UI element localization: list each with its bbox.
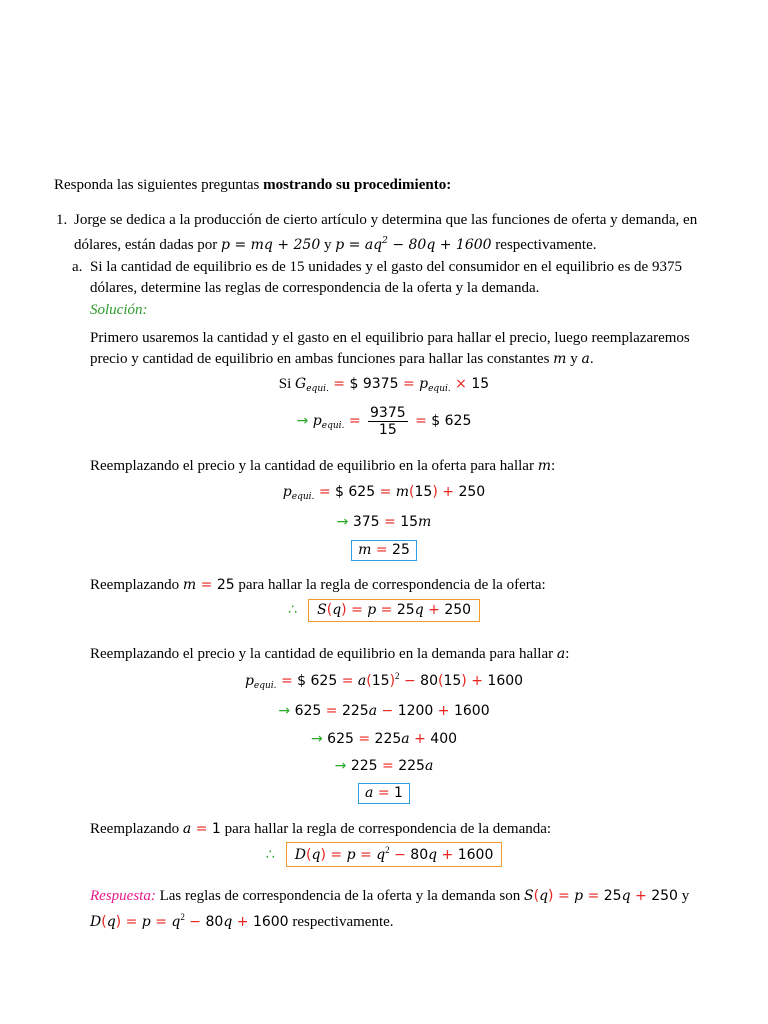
value: 400	[430, 731, 458, 747]
equals-sign: =	[353, 731, 375, 747]
answer-text: Las reglas de correspondencia de la oferta y la demanda son	[155, 888, 525, 904]
plus-sign: +	[437, 847, 458, 863]
equation-625-a	[0, 703, 768, 720]
exponent: 2	[395, 671, 400, 681]
value: 250	[651, 888, 678, 904]
answer	[90, 886, 730, 933]
value: 225	[350, 758, 378, 774]
value: 1600	[453, 703, 490, 719]
subscript: equi.	[428, 384, 451, 394]
demand-part: p = aq	[335, 237, 383, 253]
subscript: equi.	[253, 681, 277, 691]
paragraph-demand	[90, 644, 730, 665]
paragraph-intro	[90, 328, 730, 370]
equals-sign: =	[346, 602, 368, 618]
paragraph-replace-m	[90, 575, 730, 596]
subscript: equi.	[291, 492, 315, 502]
var-a: a	[581, 351, 590, 367]
paren: )	[461, 673, 467, 689]
minus-sign: −	[389, 847, 411, 863]
var-m: m	[418, 514, 432, 530]
conjunction: y	[320, 237, 336, 253]
plus-sign: +	[423, 602, 445, 618]
var-g: G	[295, 376, 307, 392]
plus-sign: +	[630, 888, 652, 904]
value: 25	[216, 577, 235, 593]
answer-label: Respuesta:	[90, 888, 156, 904]
equation-375	[0, 514, 768, 531]
instructions-bold: mostrando su procedimiento:	[263, 177, 452, 193]
value: 1200	[397, 703, 434, 719]
var-q: q	[106, 914, 116, 930]
subquestion-text: Si la cantidad de equilibrio es de 15 unidades y el gasto del consumidor en el equilibrio es de 9375 dólares, determine las reglas de correspondencia de la oferta y la demanda.	[90, 259, 682, 296]
instructions-text: Responda las siguientes preguntas	[54, 177, 264, 193]
equals-sign: =	[325, 847, 347, 863]
paragraph-text: para hallar la regla de correspondencia de la oferta:	[234, 577, 546, 593]
var-m: m	[553, 351, 567, 367]
equation-price	[0, 405, 768, 438]
var-a: a	[424, 758, 434, 774]
plus-sign: +	[433, 703, 454, 719]
var-q: q	[311, 847, 321, 863]
var-q: q	[428, 847, 438, 863]
value: 15	[400, 514, 419, 530]
var-q: q	[332, 602, 342, 618]
paren: )	[115, 914, 122, 930]
var-q: q	[171, 914, 181, 930]
question-1-intro: Jorge se dedica a la producción de cierto artículo y determina que las funciones de oferta y demanda, en dólares, están dadas por	[74, 212, 698, 253]
answer-text: respectivamente.	[288, 914, 394, 930]
paren: (	[326, 602, 333, 618]
value: 225	[374, 731, 402, 747]
exponent: 2	[385, 845, 390, 855]
times-sign: ×	[450, 376, 472, 392]
plus-sign: +	[409, 731, 431, 747]
fraction	[368, 405, 408, 438]
equals-sign: =	[314, 484, 336, 500]
plus-sign: +	[437, 484, 459, 500]
paragraph-text: Reemplazando el precio y la cantidad de equilibrio en la demanda para hallar	[90, 646, 557, 662]
plus-sign: +	[232, 914, 253, 930]
value: 1600	[457, 847, 494, 863]
colon: :	[565, 646, 570, 662]
value: 225	[398, 758, 425, 774]
paren: (	[366, 673, 372, 689]
value: 225	[341, 703, 369, 719]
equals-sign: =	[121, 914, 142, 930]
var-m: m	[537, 458, 551, 474]
supply-result	[0, 599, 768, 622]
var-d: D	[90, 914, 102, 930]
equals-sign: =	[583, 888, 604, 904]
conjunction: y	[677, 888, 690, 904]
value: $ 625	[335, 484, 376, 500]
var-p: p	[367, 602, 377, 618]
equation-supply-sub	[0, 484, 768, 502]
demand-box	[286, 842, 503, 867]
equals-sign: =	[191, 821, 212, 837]
arrow-icon: →	[336, 514, 353, 530]
equals-sign: =	[410, 412, 432, 429]
subscript: equi.	[321, 420, 345, 431]
paragraph-supply	[90, 456, 730, 477]
demand-function	[335, 237, 491, 253]
value: $ 625	[431, 412, 472, 429]
result-box	[351, 540, 417, 561]
demand-part: − 80q + 1600	[387, 237, 492, 253]
exponent: 2	[382, 236, 388, 246]
supply-box	[308, 599, 480, 622]
value: 1	[211, 821, 221, 837]
paren: (	[533, 888, 540, 904]
value: 1600	[487, 673, 524, 689]
value: 250	[444, 602, 472, 618]
paren: )	[341, 602, 347, 618]
var-a: a	[368, 703, 378, 719]
equals-sign: =	[150, 914, 172, 930]
minus-sign: −	[399, 673, 421, 689]
period: .	[589, 351, 594, 367]
paragraph-text: Reemplazando	[90, 577, 183, 593]
var-p: p	[282, 484, 292, 500]
denominator: 15	[378, 422, 397, 438]
value: 80	[410, 847, 429, 863]
paren: (	[101, 914, 107, 930]
demand-result	[0, 842, 768, 867]
equals-sign: =	[553, 888, 575, 904]
equals-sign: =	[355, 847, 377, 863]
var-m: m	[358, 542, 372, 558]
paren: )	[389, 673, 396, 689]
var-a: a	[357, 673, 367, 689]
equals-sign: =	[375, 484, 396, 500]
supply-function: p = mq + 250	[221, 237, 321, 253]
value: 1600	[252, 914, 289, 930]
var-a: a	[556, 646, 566, 662]
equals-sign: =	[321, 703, 342, 719]
equation-demand-sub	[0, 671, 768, 691]
arrow-icon: →	[310, 731, 328, 747]
equals-sign: =	[276, 673, 298, 689]
var-m: m	[182, 577, 197, 593]
paren: (	[306, 847, 312, 863]
equation-625-b	[0, 731, 768, 748]
equals-sign: =	[328, 376, 350, 392]
equals-sign: =	[373, 785, 395, 801]
value: 250	[458, 484, 486, 500]
var-q: q	[539, 888, 549, 904]
paragraph-text: Primero usaremos la cantidad y el gasto en el equilibrio para hallar el precio, luego reemplazaremos precio y cantidad de equilibrio en ambas funciones para hallar las constantes	[90, 330, 690, 367]
var-a: a	[182, 821, 192, 837]
arrow-icon: →	[334, 758, 351, 774]
result-a	[0, 783, 768, 804]
minus-sign: −	[377, 703, 398, 719]
therefore-icon: ∴	[287, 602, 297, 618]
var-p: p	[312, 412, 322, 429]
exponent: 2	[180, 912, 185, 922]
paren: )	[548, 888, 554, 904]
var-q: q	[621, 888, 631, 904]
value: 15	[414, 484, 433, 500]
var-a: a	[401, 731, 410, 747]
value: 80	[420, 673, 438, 689]
var-p: p	[244, 673, 254, 689]
value: $ 9375	[349, 376, 399, 392]
equals-sign: =	[376, 602, 397, 618]
equals-sign: =	[196, 577, 217, 593]
plus-sign: +	[466, 673, 488, 689]
var-p: p	[346, 847, 356, 863]
equals-sign: =	[398, 376, 420, 392]
colon: :	[551, 458, 556, 474]
value: 15	[443, 673, 462, 689]
var-d: D	[294, 847, 307, 863]
value: 625	[327, 731, 354, 747]
equals-sign: =	[377, 758, 399, 774]
var-p: p	[419, 376, 429, 392]
instructions	[54, 177, 451, 194]
question-number: 1.	[56, 212, 68, 228]
equals-sign: =	[344, 412, 366, 429]
subquestion-label: a.	[72, 259, 83, 275]
var-q: q	[223, 914, 233, 930]
result-box	[358, 783, 410, 804]
equals-sign: =	[337, 673, 358, 689]
paren: )	[320, 847, 326, 863]
var-q: q	[376, 847, 386, 863]
value: 80	[205, 914, 224, 930]
paren: )	[432, 484, 438, 500]
paragraph-text: Reemplazando el precio y la cantidad de equilibrio en la oferta para hallar	[90, 458, 538, 474]
paren: (	[438, 673, 444, 689]
var-a: a	[365, 785, 374, 801]
paragraph-replace-a	[90, 819, 730, 840]
value: 625	[294, 703, 322, 719]
paragraph-text: para hallar la regla de correspondencia de la demanda:	[220, 821, 552, 837]
question-1-text	[74, 210, 724, 256]
value: $ 625	[297, 673, 338, 689]
value: 25	[396, 602, 415, 618]
var-s: S	[317, 602, 327, 618]
equation-spending	[0, 376, 768, 394]
numerator: 9375	[370, 405, 406, 421]
var-p: p	[574, 888, 584, 904]
paragraph-text: Reemplazando	[90, 821, 183, 837]
value: 1	[394, 785, 403, 801]
result-m	[0, 540, 768, 561]
var-q: q	[414, 602, 424, 618]
var-m: m	[395, 484, 410, 500]
question-1-end: respectivamente.	[491, 237, 597, 253]
value: 25	[603, 888, 622, 904]
solution-heading: Solución:	[90, 302, 148, 318]
paren: (	[409, 484, 415, 500]
equals-sign: =	[379, 514, 401, 530]
minus-sign: −	[184, 914, 206, 930]
arrow-icon: →	[296, 412, 313, 429]
var-p: p	[141, 914, 151, 930]
equals-sign: =	[371, 542, 393, 558]
eq-text: Si	[278, 376, 296, 392]
equation-225	[0, 758, 768, 775]
therefore-icon: ∴	[265, 847, 275, 863]
value: 15	[471, 376, 490, 392]
value: 15	[371, 673, 390, 689]
subscript: equi.	[306, 384, 329, 394]
value: 25	[392, 542, 410, 558]
var-s: S	[524, 888, 534, 904]
value: 375	[352, 514, 380, 530]
conjunction: y	[566, 351, 582, 367]
arrow-icon: →	[278, 703, 295, 719]
